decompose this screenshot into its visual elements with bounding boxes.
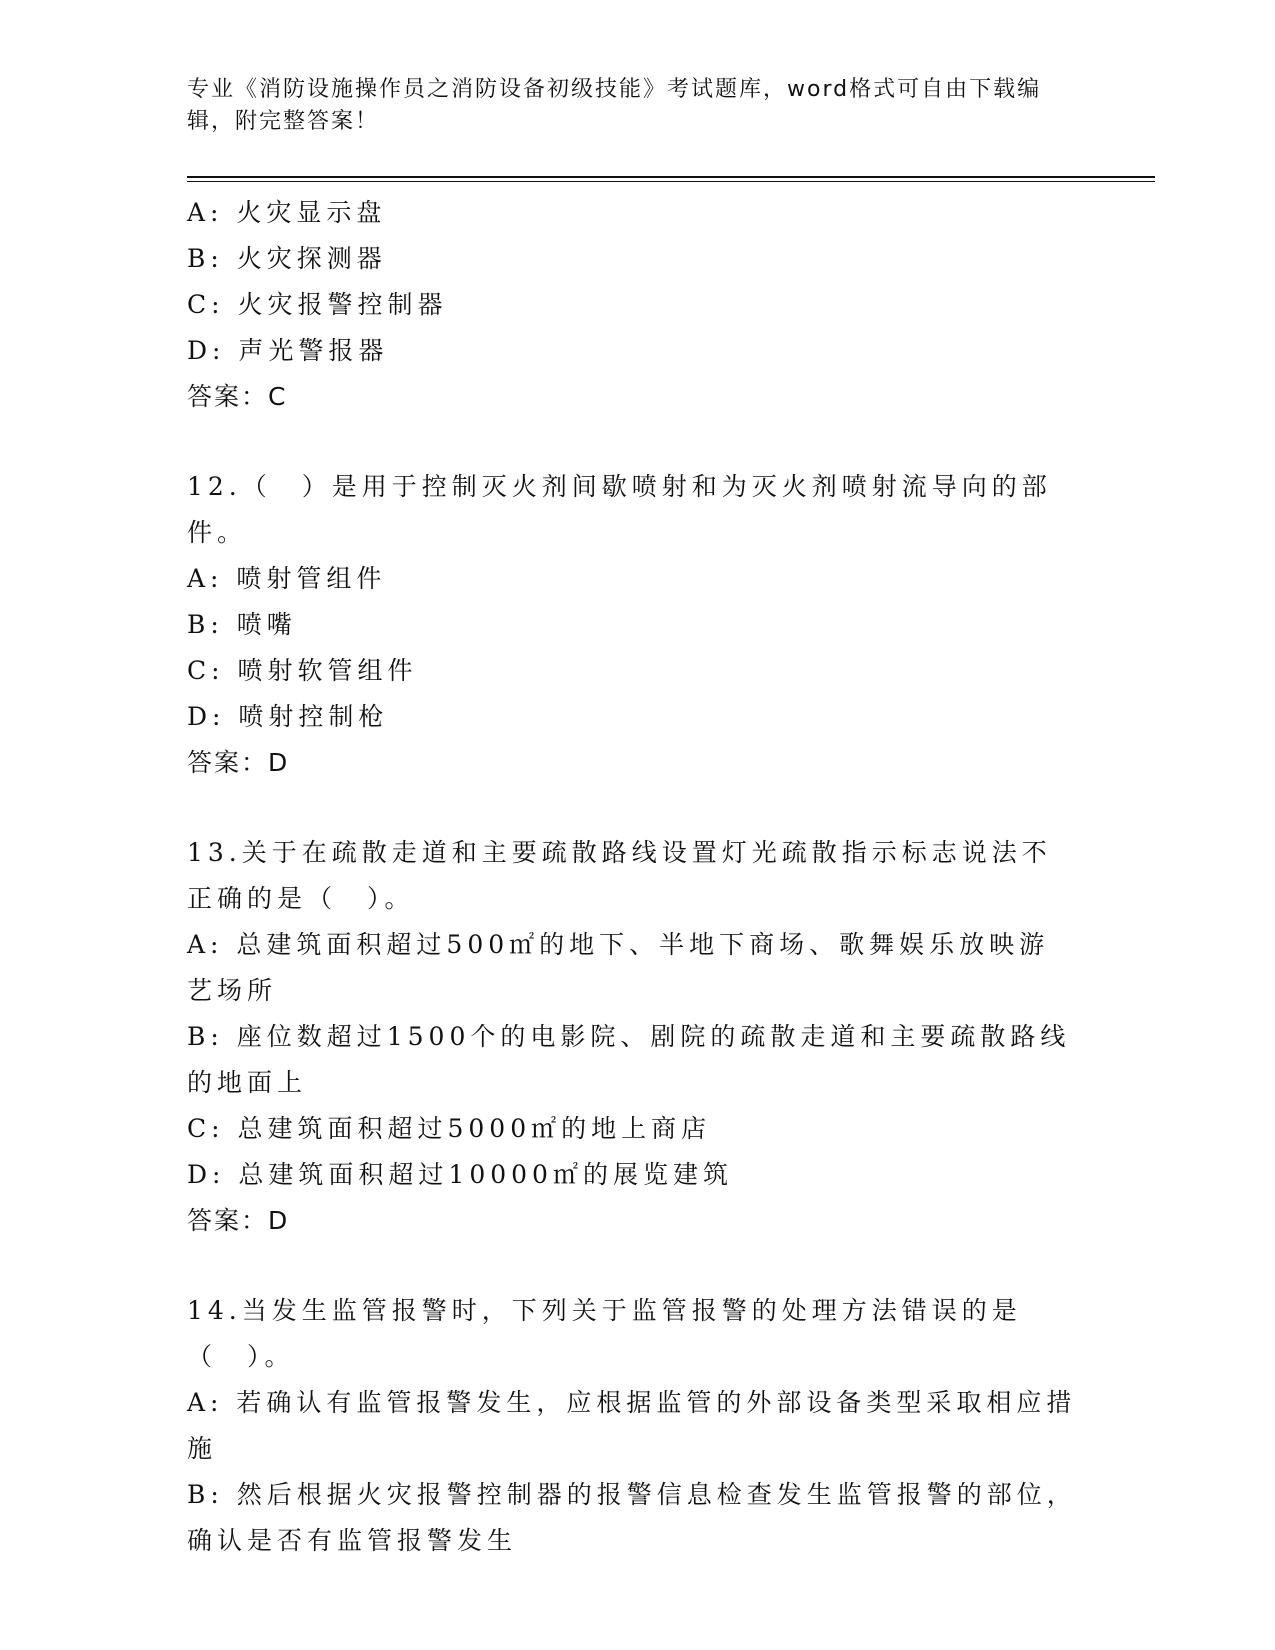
question-13	[187, 830, 1077, 1244]
option-c: C: 火灾报警控制器	[187, 290, 448, 319]
option-b: B: 火灾探测器	[187, 244, 387, 273]
option-a: A: 总建筑面积超过500㎡的地下、半地下商场、歌舞娱乐放映游艺场所	[187, 930, 1050, 1005]
option-a: A: 喷射管组件	[187, 564, 387, 593]
question-14	[187, 1288, 1077, 1564]
option-d: D: 声光警报器	[187, 336, 389, 365]
question-11	[187, 190, 1077, 420]
answer: 答案：D	[187, 748, 290, 777]
question-12	[187, 464, 1077, 786]
answer: 答案：C	[187, 382, 288, 411]
spacer	[187, 420, 1077, 464]
header-rule-thin	[187, 181, 1155, 182]
option-a: A: 若确认有监管报警发生，应根据监管的外部设备类型采取相应措施	[187, 1388, 1077, 1463]
question-text: 13.关于在疏散走道和主要疏散路线设置灯光疏散指示标志说法不正确的是（ ）。	[187, 838, 1052, 913]
option-b: B: 然后根据火灾报警控制器的报警信息检查发生监管报警的部位，确认是否有监管报警发生	[187, 1480, 1077, 1555]
question-text: 12.（ ）是用于控制灭火剂间歇喷射和为灭火剂喷射流导向的部件。	[187, 472, 1052, 547]
question-list	[187, 190, 1077, 1564]
header-rule-thick	[187, 176, 1155, 178]
option-b: B: 座位数超过1500个的电影院、剧院的疏散走道和主要疏散路线的地面上	[187, 1022, 1071, 1097]
page-header: 专业《消防设施操作员之消防设备初级技能》考试题库，word格式可自由下载编辑，附完整答案！	[187, 77, 1042, 134]
question-text: 14.当发生监管报警时，下列关于监管报警的处理方法错误的是（ ）。	[187, 1296, 1022, 1371]
option-d: D: 总建筑面积超过10000㎡的展览建筑	[187, 1160, 733, 1189]
option-b: B: 喷嘴	[187, 610, 297, 639]
answer: 答案：D	[187, 1206, 290, 1235]
option-d: D: 喷射控制枪	[187, 702, 389, 731]
option-c: C: 喷射软管组件	[187, 656, 418, 685]
spacer	[187, 1244, 1077, 1288]
option-a: A: 火灾显示盘	[187, 198, 387, 227]
spacer	[187, 786, 1077, 830]
option-c: C: 总建筑面积超过5000㎡的地上商店	[187, 1114, 712, 1143]
